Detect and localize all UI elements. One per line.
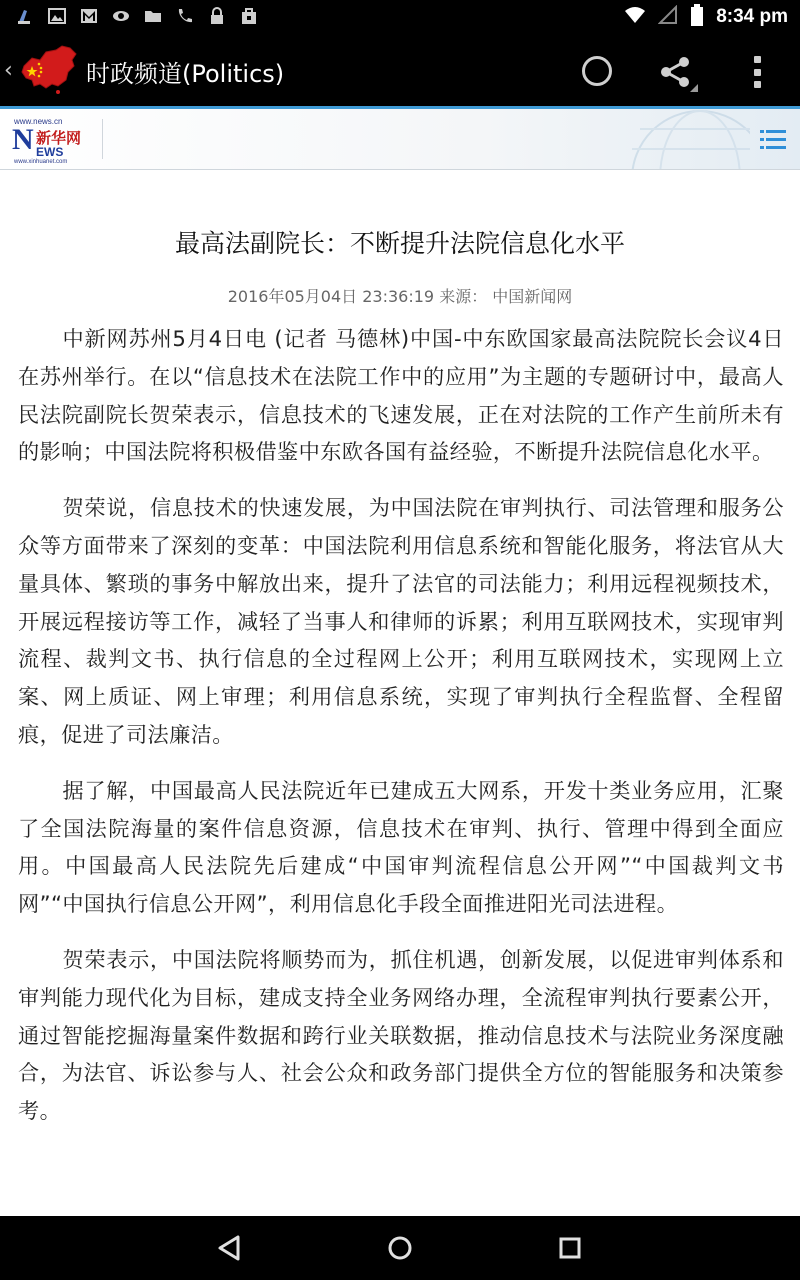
xinhua-logo[interactable]: www.news.cn N 新华网 EWS www.xinhuanet.com: [12, 117, 82, 165]
site-header: [0, 106, 800, 170]
menu-icon[interactable]: [760, 129, 786, 151]
channel-title: 时政频道(Politics): [86, 60, 285, 88]
status-time: 8:34 pm: [716, 6, 788, 27]
paragraph: 中新网苏州5月4日电 (记者 马德林)中国-中东欧国家最高法院院长会议4日在苏州举行。在以“信息技术在法院工作中的应用”为主题的专题研讨中，最高人民法院副院长贺荣表示，信息技术的飞速发展，正在对法院的工作产生前所未有的影响；中国法院将积极借鉴中东欧各国有益经验，不断提升法院信息化水平。: [18, 326, 784, 465]
article-body: [18, 320, 784, 1148]
status-bar: [0, 0, 800, 34]
article-meta: 2016年05月04日 23:36:19 来源： 中国新闻网: [227, 287, 573, 306]
article: [0, 170, 800, 1216]
system-status: [624, 4, 788, 30]
image-icon: [46, 5, 68, 27]
navigation-bar: [0, 1216, 800, 1280]
back-nav-icon[interactable]: [212, 1230, 248, 1266]
back-icon[interactable]: ‹: [4, 58, 13, 83]
action-bar: [0, 34, 800, 106]
paragraph: 贺荣表示，中国法院将顺势而为，抓住机遇，创新发展，以促进审判体系和审判能力现代化为目标，建成支持全业务网络办理，全流程审判执行要素公开，通过智能挖掘海量案件数据和跨行业关联数据，推动信息技术与法院业务深度融合，为法官、诉讼参与人、社会公众和政务部门提供全方位的智能服务和决策参考。: [18, 946, 784, 1124]
globe-decoration: [600, 109, 750, 169]
article-title: 最高法副院长：不断提升法院信息化水平: [174, 229, 625, 258]
more-icon[interactable]: [748, 52, 766, 92]
signal-icon: [658, 5, 678, 29]
phone-icon: [174, 5, 196, 27]
lock-icon: [206, 5, 228, 27]
notification-icons: [14, 5, 260, 27]
wifi-icon: [624, 5, 646, 29]
recents-nav-icon[interactable]: [552, 1230, 588, 1266]
refresh-icon[interactable]: [582, 56, 612, 86]
eye-icon: [110, 5, 132, 27]
share-icon[interactable]: [656, 50, 700, 94]
gmail-icon: [78, 5, 100, 27]
battery-icon: [690, 4, 704, 30]
home-nav-icon[interactable]: [382, 1230, 418, 1266]
header-divider: [102, 119, 103, 159]
cleaner-icon: [14, 5, 36, 27]
bag-icon: [238, 5, 260, 27]
paragraph: 贺荣说，信息技术的快速发展，为中国法院在审判执行、司法管理和服务公众等方面带来了深刻的变革：中国法院利用信息系统和智能化服务，将法官从大量具体、繁琐的事务中解放出来，提升了法官的司法能力；利用远程视频技术，开展远程接访等工作，减轻了当事人和律师的诉累；利用互联网技术，实现审判流程、裁判文书、执行信息的全过程网上公开；利用互联网技术，实现网上立案、网上质证、网上审理；利用信息系统，实现了审判执行全程监督、全程留痕，促进了司法廉洁。: [18, 495, 784, 747]
folder-icon: [142, 5, 164, 27]
china-map-icon[interactable]: [18, 44, 80, 96]
paragraph: 据了解，中国最高人民法院近年已建成五大网系，开发十类业务应用，汇聚了全国法院海量的案件信息资源，信息技术在审判、执行、管理中得到全面应用。中国最高人民法院先后建成“中国审判流程信息公开网”“中国裁判文书网”“中国执行信息公开网”，利用信息化手段全面推进阳光司法进程。: [18, 777, 784, 917]
